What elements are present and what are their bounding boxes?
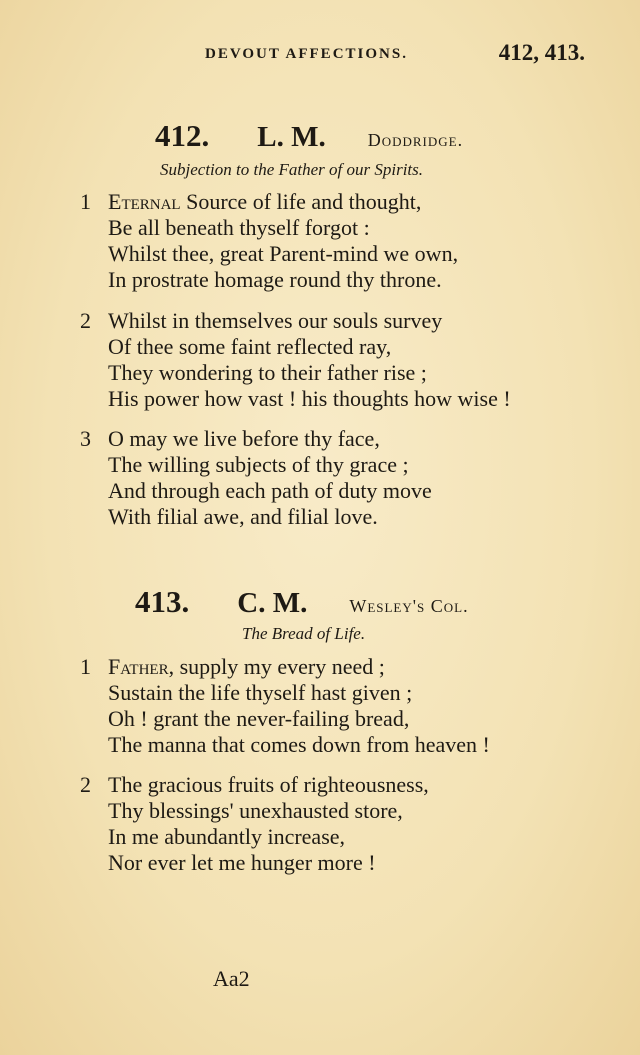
hymn-meter: L. M.: [257, 121, 326, 153]
running-title: DEVOUT AFFECTIONS.: [205, 46, 408, 62]
first-word: Father: [108, 654, 169, 679]
first-word: Eternal: [108, 189, 181, 214]
verse-line: The willing subjects of thy grace ;: [108, 452, 409, 477]
stanza-number: 1: [80, 654, 91, 679]
verse-line: Nor ever let me hunger more !: [108, 850, 376, 875]
signature-mark: Aa2: [213, 966, 250, 991]
verse-line: Whilst thee, great Parent-mind we own,: [108, 241, 459, 266]
verse-text: The gracious fruits of righteousness,: [108, 772, 429, 797]
stanza-number: 2: [80, 772, 91, 797]
stanza-number: 3: [80, 426, 91, 451]
hymn-number: 413.: [135, 584, 190, 619]
verse-text: , supply my every need ;: [168, 654, 385, 679]
verse-text: Whilst in themselves our souls survey: [108, 308, 443, 333]
verse-text: Source of life and thought,: [180, 189, 422, 214]
verse-line: His power how vast ! his thoughts how wise !: [108, 386, 511, 411]
verse-line: In prostrate homage round thy throne.: [108, 267, 442, 292]
verse-line: And through each path of duty move: [108, 478, 432, 503]
verse-line: With filial awe, and filial love.: [108, 504, 378, 529]
hymn-412-stanza-1: [80, 189, 458, 293]
hymn-meter: C. M.: [237, 587, 308, 619]
stanza-number: 1: [80, 189, 91, 214]
hymn-413-stanza-1: [80, 654, 490, 758]
hymn-413-heading: [135, 584, 469, 620]
verse-line: Be all beneath thyself forgot :: [108, 215, 370, 240]
verse-line: [80, 189, 458, 215]
verse-line: The manna that comes down from heaven !: [108, 732, 490, 757]
hymn-412-stanza-3: [80, 426, 432, 530]
verse-line: Thy blessings' unexhausted store,: [108, 798, 403, 823]
page-numbers: 412, 413.: [498, 40, 585, 65]
verse-line: Oh ! grant the never-failing bread,: [108, 706, 410, 731]
hymn-author: Wesley's Col.: [349, 596, 469, 616]
hymn-author: Doddridge.: [367, 130, 464, 150]
verse-line: In me abundantly increase,: [108, 824, 346, 849]
verse-line: Sustain the life thyself hast given ;: [108, 680, 413, 705]
verse-text: O may we live before thy face,: [108, 426, 380, 451]
verse-line: [80, 772, 429, 798]
stanza-number: 2: [80, 308, 91, 333]
hymn-413-subtitle: The Bread of Life.: [242, 624, 366, 643]
verse-line: [80, 654, 490, 680]
hymn-412-stanza-2: [80, 308, 511, 412]
verse-line: [80, 426, 432, 452]
hymn-412-heading: [155, 118, 463, 154]
verse-line: [80, 308, 511, 334]
verse-line: They wondering to their father rise ;: [108, 360, 427, 385]
hymn-number: 412.: [155, 118, 210, 153]
hymn-413-stanza-2: [80, 772, 429, 876]
hymn-412-subtitle: Subjection to the Father of our Spirits.: [160, 160, 424, 179]
verse-line: Of thee some faint reflected ray,: [108, 334, 392, 359]
